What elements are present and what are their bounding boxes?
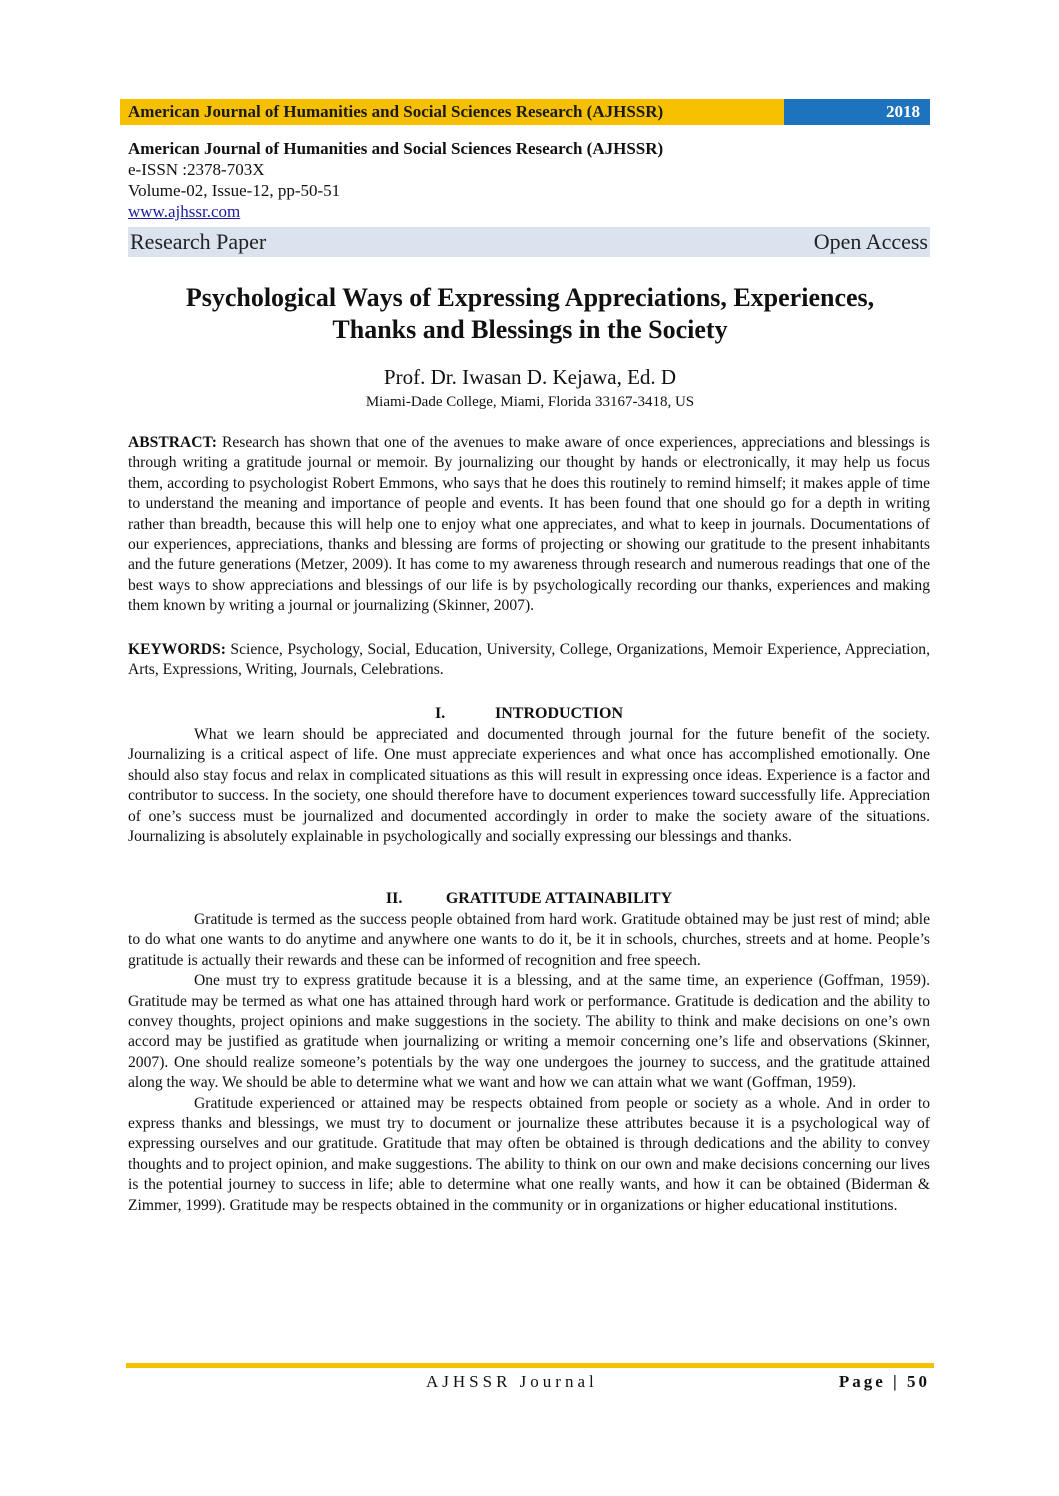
running-header	[120, 99, 930, 125]
page-footer	[128, 1372, 930, 1392]
footer-journal-name: AJHSSR Journal	[426, 1372, 598, 1391]
paragraph: What we learn should be appreciated and documented through journal for the future benefit of the society. Journalizing is a critical aspect of life. One must appreciate experiences and what once has accomplished emotionally. One should also stay focus and relax in complicated situations as this will result in expressing once ideas. Experience is a factor and contributor to success. In the society, one should therefore have to document experiences toward successfully life. Appreciation of one’s success must be journalized and documented accordingly in order to make the society aware of the situations. Journalizing is absolutely explainable in psychologically and socially expressing our blessings and thanks.	[128, 726, 930, 846]
footer-page-number: Page | 50	[838, 1372, 930, 1391]
journal-volume: Volume-02, Issue-12, pp-50-51	[128, 181, 341, 200]
keywords-label: KEYWORDS:	[128, 641, 226, 658]
keywords	[128, 640, 930, 681]
journal-website-link[interactable]: www.ajhssr.com	[128, 202, 241, 221]
abstract-label: ABSTRACT:	[128, 434, 217, 451]
paper-title-line-2: Thanks and Blessings in the Society	[332, 315, 728, 344]
journal-title: American Journal of Humanities and Social Sciences Research (AJHSSR)	[128, 139, 664, 158]
keywords-text: Science, Psychology, Social, Education, University, College, Organizations, Memoir Experience, Appreciation, Arts, Expressions, Writing, Journals, Celebrations.	[128, 641, 930, 679]
section-title: GRATITUDE ATTAINABILITY	[445, 890, 673, 907]
paper-type-band	[128, 227, 930, 257]
author-name: Prof. Dr. Iwasan D. Kejawa, Ed. D	[383, 365, 677, 389]
abstract-text: Research has shown that one of the avenues to make aware of once experiences, appreciations and blessings is through writing a gratitude journal or memoir. By journalizing our thought by hands or electronically, it may help us focus them, according to psychologist Robert Emmons, who says that he does this routinely to remind himself; it makes apple of time to understand the meaning and importance of people and events. It has been found that one should go for a depth in writing rather than breadth, because this will help one to enjoy what one appreciates, and what to keep in journals. Documentations of our experiences, appreciations, thanks and blessing are forms of projecting or showing our gratitude to the present inhabitants and the future generations (Metzer, 2009). It has come to my awareness through research and numerous readings that one of the best ways to show appreciations and blessings of our life is by psychologically recording our thanks, experiences and making them known by writing a journal or journalizing (Skinner, 2007).	[128, 434, 930, 615]
access-type-label: Open Access	[813, 229, 928, 254]
section-number: II.	[385, 890, 403, 907]
section-number: I.	[434, 705, 446, 722]
paper-title	[120, 282, 940, 346]
author-affiliation: Miami-Dade College, Miami, Florida 33167-3418, US	[365, 394, 695, 410]
section-gratitude-body	[128, 910, 930, 1216]
section-heading-gratitude	[128, 889, 930, 909]
abstract	[128, 433, 930, 617]
section-title: INTRODUCTION	[494, 705, 623, 722]
section-heading-introduction	[128, 704, 930, 724]
running-header-year: 2018	[784, 99, 930, 125]
footer-divider	[126, 1363, 934, 1368]
running-header-journal: American Journal of Humanities and Social Sciences Research (AJHSSR)	[120, 99, 784, 125]
paragraph: Gratitude is termed as the success people obtained from hard work. Gratitude obtained may be just rest of mind; able to do what one wants to do anytime and anywhere one wants to do it, be it in schools, churches, streets and at home. People’s gratitude is actually their rewards and these can be informed of recognition and free speech.	[128, 911, 930, 969]
journal-info	[128, 138, 928, 222]
paper-title-line-1: Psychological Ways of Expressing Appreciations, Experiences,	[185, 283, 875, 312]
paragraph: One must try to express gratitude because it is a blessing, and at the same time, an experience (Goffman, 1959). Gratitude may be termed as what one has attained through hard work or performance. Gratitude is dedication and the ability to convey thoughts, project opinions and make suggestions in the society. The ability to think and make decisions on one’s own accord may be justified as gratitude when journalizing or writing a memoir concerning one’s life and observations (Skinner, 2007). One should realize someone’s potentials by the way one undergoes the journey to success, and the gratitude attained along the way. We should be able to determine what we want and how we can attain what we want (Goffman, 1959).	[128, 972, 930, 1092]
paper-type-label: Research Paper	[130, 229, 267, 254]
section-introduction-body	[128, 725, 930, 847]
journal-issn: e-ISSN :2378-703X	[128, 160, 265, 179]
paragraph: Gratitude experienced or attained may be respects obtained from people or society as a whole. And in order to express thanks and blessings, we must try to document or journalize these attributes because it is a psychological way of expressing ourselves and our gratitude. Gratitude that may often be obtained is through dedications and the ability to convey thoughts and to project opinion, and make suggestions. The ability to think on our own and make decisions concerning our lives is the potential journey to success in life; able to determine what one really wants, and how it can be obtained (Biderman & Zimmer, 1999). Gratitude may be respects obtained in the community or in organizations or higher educational institutions.	[128, 1094, 930, 1214]
